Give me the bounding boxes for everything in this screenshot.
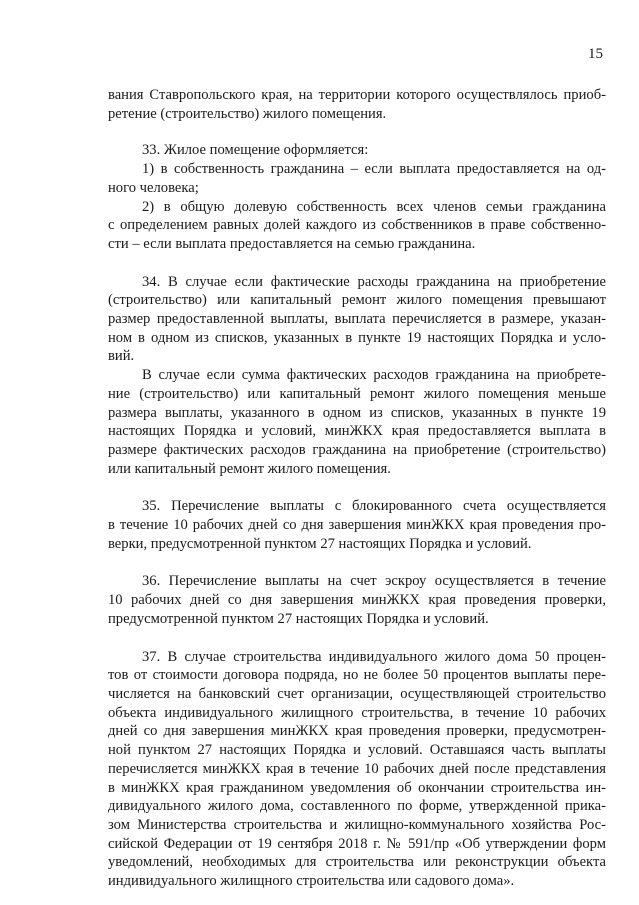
text-line: 2) в общую долевую собственность всех членов семьи гражданина — [142, 198, 606, 215]
paragraph-continuation — [108, 86, 606, 123]
document-body — [108, 86, 606, 891]
text-line: вания Ставропольского края, на территории которого осуществлялось приоб- — [108, 87, 606, 103]
clause-36 — [108, 572, 606, 628]
text-line: ретение (строительство) жилого помещения. — [108, 105, 387, 122]
text-line: в минЖКХ края гражданином уведомления об окончании строительства ин- — [108, 779, 606, 796]
text-line: ного человека; — [108, 179, 199, 196]
text-line: 37. В случае строительства индивидуального жилого дома 50 процен- — [142, 648, 606, 665]
text-line: числяется на банковский счет организации, осуществляющей строительство — [108, 685, 606, 702]
text-line: объекта индивидуального жилищного строительства, в течение 10 рабочих — [108, 704, 606, 721]
text-line: 35. Перечисление выплаты с блокированного счета осуществляется — [142, 498, 606, 515]
text-line: 34. В случае если фактические расходы гражданина на приобретение — [142, 273, 606, 290]
text-line: сийской Федерации от 19 сентября 2018 г. № 591/пр «Об утверждении форм — [108, 835, 606, 852]
text-line: перечисляется минЖКХ края в течение 10 рабочих дней после представления — [108, 760, 606, 777]
text-line: 36. Перечисление выплаты на счет эскроу осуществляется в течение — [142, 573, 606, 590]
text-line: 33. Жилое помещение оформляется: — [142, 142, 369, 159]
text-line: предусмотренной пунктом 27 настоящих Порядка и условий. — [108, 610, 489, 627]
text-line: вий. — [108, 348, 135, 365]
text-line: 1) в собственность гражданина – если выплата предоставляется на од- — [142, 161, 606, 178]
text-line: в течение 10 рабочих дней со дня завершения минЖКХ края проведения про- — [108, 517, 606, 534]
text-line: с определением равных долей каждого из собственников в праве собственно- — [108, 217, 606, 234]
text-line: размера выплаты, указанного в одном из списков, указанных в пункте 19 — [108, 404, 606, 421]
page-number: 15 — [588, 46, 603, 62]
text-line: дивидуального жилого дома, составленного по форме, утвержденной прика- — [108, 798, 606, 815]
text-line: ном в одном из списков, указанных в пункте 19 настоящих Порядка и усло- — [108, 329, 606, 346]
text-line: или капитальный ремонт жилого помещения. — [108, 460, 391, 477]
clause-35 — [108, 497, 606, 553]
text-line: ние (строительство) или капитальный ремонт жилого помещения меньше — [108, 385, 606, 402]
text-line: (строительство) или капитальный ремонт жилого помещения превышают — [108, 292, 606, 309]
text-line: размере фактических расходов гражданина на приобретение (строительство) — [108, 441, 606, 458]
text-line: уведомлений, необходимых для строительства или реконструкции объекта — [108, 854, 606, 871]
text-line: тов от стоимости договора подряда, но не более 50 процентов выплаты пере- — [108, 667, 606, 684]
clause-37 — [108, 648, 606, 891]
text-line: дней со дня завершения минЖКХ края проведения проверки, предусмотрен- — [108, 723, 606, 740]
text-line: 10 рабочих дней со дня завершения минЖКХ края проведения проверки, — [108, 592, 606, 609]
text-line: зом Министерства строительства и жилищно-коммунального хозяйства Рос- — [108, 816, 606, 833]
text-line: индивидуального жилищного строительства или садового дома». — [108, 873, 515, 890]
clause-34 — [108, 273, 606, 479]
text-line: сти – если выплата предоставляется на семью гражданина. — [108, 235, 476, 252]
text-line: В случае если сумма фактических расходов гражданина на приобрете- — [142, 367, 606, 384]
text-line: настоящих Порядка и условий, минЖКХ края предоставляется выплата в — [108, 423, 606, 440]
text-line: ной пунктом 27 настоящих Порядка и условий. Оставшаяся часть выплаты — [108, 742, 606, 759]
text-line: размер предоставленной выплаты, выплата перечисляется в размере, указан- — [108, 311, 606, 328]
clause-33 — [108, 141, 606, 253]
text-line: верки, предусмотренной пунктом 27 настоящих Порядка и условий. — [108, 535, 532, 552]
